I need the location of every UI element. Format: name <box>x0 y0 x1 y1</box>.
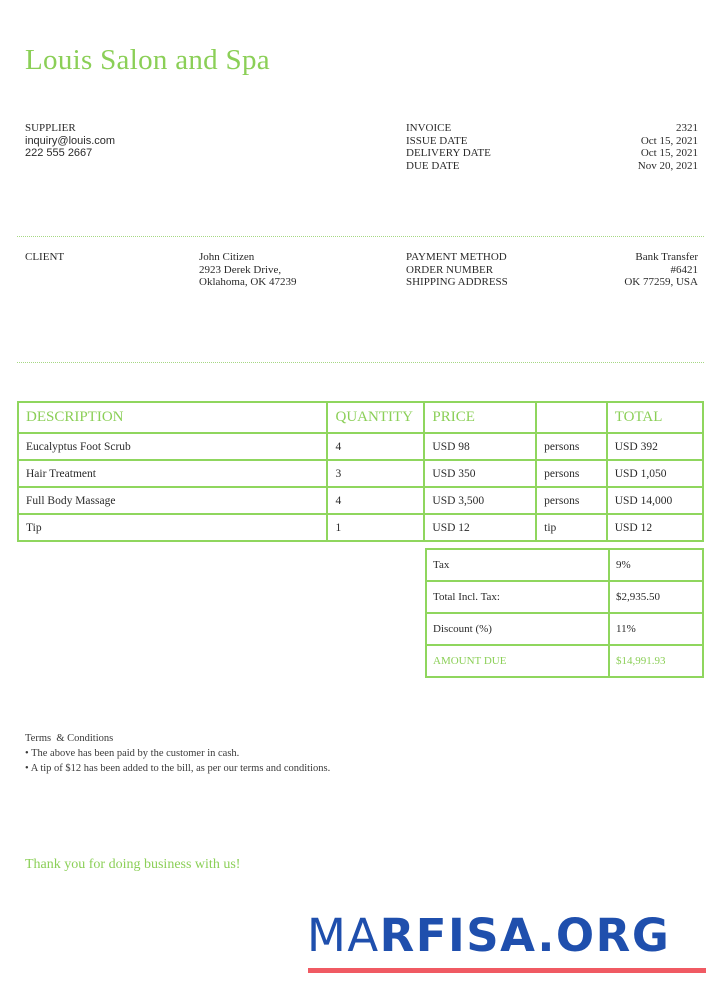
terms-section <box>25 731 330 776</box>
payment-labels <box>406 251 508 289</box>
due-date: Nov 20, 2021 <box>637 159 698 172</box>
item-unit: persons <box>536 460 607 487</box>
client-label: CLIENT <box>25 251 65 263</box>
item-total: USD 1,050 <box>607 460 703 487</box>
delivery-date-label: DELIVERY DATE <box>406 147 491 159</box>
invoice-number-label: INVOICE <box>406 122 452 134</box>
client-address <box>199 251 296 289</box>
thank-you-message: Thank you for doing business with us! <box>25 857 241 872</box>
company-name: Louis Salon and Spa <box>25 44 270 76</box>
summary-row-amount-due <box>426 645 703 677</box>
payment-values <box>624 251 698 289</box>
summary-row-discount <box>426 613 703 645</box>
item-unit: tip <box>536 514 607 541</box>
column-header-unit <box>536 402 607 433</box>
table-row <box>18 460 703 487</box>
terms-item: • A tip of $12 has been added to the bill, as per our terms and conditions. <box>25 763 331 774</box>
amount-due-label: AMOUNT DUE <box>426 645 609 677</box>
item-description: Hair Treatment <box>18 460 327 487</box>
item-quantity: 3 <box>327 460 424 487</box>
supplier-email: inquiry@louis.com <box>25 134 116 147</box>
watermark-logo <box>307 910 670 962</box>
supplier-phone: 222 555 2667 <box>25 147 93 159</box>
item-description: Full Body Massage <box>18 487 327 514</box>
summary-value: $2,935.50 <box>609 581 703 613</box>
due-date-label: DUE DATE <box>406 159 460 172</box>
item-price: USD 12 <box>424 514 536 541</box>
item-total: USD 12 <box>607 514 703 541</box>
terms-title: Terms & Conditions <box>25 733 114 744</box>
divider <box>17 362 704 363</box>
summary-label: Total Incl. Tax: <box>426 581 609 613</box>
issue-date: Oct 15, 2021 <box>640 134 698 147</box>
order-number-label: ORDER NUMBER <box>406 263 494 276</box>
issue-date-label: ISSUE DATE <box>406 134 468 147</box>
item-quantity: 4 <box>327 433 424 460</box>
supplier-label: SUPPLIER <box>25 122 76 134</box>
summary-row-total-incl-tax <box>426 581 703 613</box>
summary-row-tax <box>426 549 703 581</box>
payment-method: Bank Transfer <box>635 251 698 263</box>
order-number: #6421 <box>670 263 698 276</box>
item-quantity: 4 <box>327 487 424 514</box>
item-price: USD 98 <box>424 433 536 460</box>
summary-value: 11% <box>609 613 703 645</box>
client-address-line1: 2923 Derek Drive, <box>199 263 282 276</box>
invoice-meta-labels <box>406 122 491 172</box>
item-description: Tip <box>18 514 327 541</box>
item-unit: persons <box>536 433 607 460</box>
delivery-date: Oct 15, 2021 <box>640 147 698 159</box>
summary-table <box>425 548 704 678</box>
supplier-block <box>25 122 115 160</box>
item-quantity: 1 <box>327 514 424 541</box>
terms-item: • The above has been paid by the customer in cash. <box>25 748 240 759</box>
item-price: USD 3,500 <box>424 487 536 514</box>
shipping-address-label: SHIPPING ADDRESS <box>406 276 508 288</box>
table-row <box>18 487 703 514</box>
column-header-quantity: QUANTITY <box>327 402 424 433</box>
table-row <box>18 433 703 460</box>
watermark-text-thin: MA <box>307 909 380 962</box>
summary-value: 9% <box>609 549 703 581</box>
invoice-number: 2321 <box>676 122 698 134</box>
watermark-underline <box>308 968 706 973</box>
invoice-meta-values <box>638 122 698 172</box>
amount-due-value: $14,991.93 <box>609 645 703 677</box>
items-table <box>17 401 704 542</box>
divider <box>17 236 704 237</box>
item-total: USD 14,000 <box>607 487 703 514</box>
payment-method-label: PAYMENT METHOD <box>406 251 507 263</box>
item-total: USD 392 <box>607 433 703 460</box>
summary-label: Discount (%) <box>426 613 609 645</box>
watermark-text-bold: RFISA.ORG <box>379 909 671 962</box>
item-unit: persons <box>536 487 607 514</box>
summary-label: Tax <box>426 549 609 581</box>
table-header-row <box>18 402 703 433</box>
item-description: Eucalyptus Foot Scrub <box>18 433 327 460</box>
item-price: USD 350 <box>424 460 536 487</box>
client-name: John Citizen <box>199 251 255 263</box>
shipping-address: OK 77259, USA <box>624 276 698 288</box>
column-header-description: DESCRIPTION <box>18 402 327 433</box>
column-header-total: TOTAL <box>607 402 703 433</box>
column-header-price: PRICE <box>424 402 536 433</box>
client-address-line2: Oklahoma, OK 47239 <box>199 276 297 288</box>
table-row <box>18 514 703 541</box>
